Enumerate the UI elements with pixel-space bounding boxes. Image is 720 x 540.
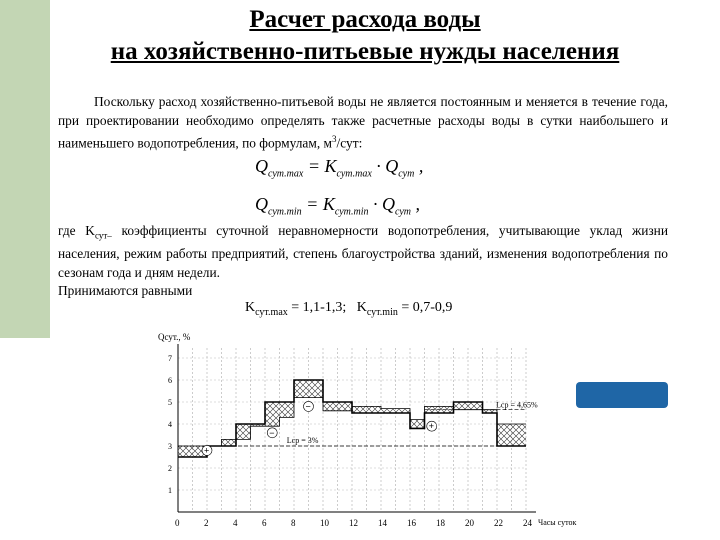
coef-min-value: = 0,7-0,9 bbox=[397, 300, 453, 315]
where-text-b: коэффициенты суточной неравномерности водопотребления, учитывающие уклад жизни населения, режим работы предприятий, степень благоустройства зданий, изменения водопотребления по сезонам года и дням недели. bbox=[58, 223, 668, 280]
decorative-green-bar bbox=[0, 0, 50, 338]
x-tick-label: 4 bbox=[233, 518, 238, 528]
x-tick-label: 16 bbox=[407, 518, 416, 528]
coef-max-value: = 1,1-1,3; bbox=[287, 300, 347, 315]
formula-min-eq: = bbox=[301, 194, 323, 214]
accept-text: Принимаются равными bbox=[58, 283, 193, 299]
intro-paragraph bbox=[58, 93, 668, 153]
y-tick-label: 3 bbox=[168, 442, 172, 451]
intro-text: Поскольку расход хозяйственно-питьевой воды не является постоянным и меняется в течение года, при проектировании необходимо определять также расчетные расходы воды в сутки наибольшего и наименьшего водопотребления, по формулам, м bbox=[58, 94, 668, 151]
y-tick-label: 5 bbox=[168, 398, 172, 407]
x-tick-label: 20 bbox=[465, 518, 474, 528]
coefficient-values bbox=[245, 300, 452, 318]
coef-min-label: K bbox=[356, 300, 367, 315]
where-paragraph bbox=[58, 222, 668, 301]
formula-max-dot: · bbox=[371, 156, 386, 176]
coef-max-sub: сут.max bbox=[255, 306, 288, 318]
formula-max-eq: = bbox=[303, 156, 325, 176]
formula-min bbox=[255, 194, 420, 218]
marker-sign: + bbox=[428, 421, 435, 432]
where-k-sub: сут– bbox=[94, 230, 112, 241]
x-tick-label: 6 bbox=[262, 518, 267, 528]
formula-min-q: Q bbox=[381, 194, 395, 214]
marker-sign: − bbox=[305, 401, 311, 412]
formula-max bbox=[255, 156, 423, 180]
y-tick-label: 7 bbox=[168, 354, 172, 363]
marker-sign: − bbox=[269, 427, 275, 438]
formula-min-q-sub: сут bbox=[394, 206, 412, 218]
formula-min-dot: · bbox=[368, 194, 382, 214]
formula-min-k: K bbox=[322, 194, 335, 214]
x-tick-label: 18 bbox=[436, 518, 445, 528]
x-tick-label: 24 bbox=[523, 518, 532, 528]
formula-max-k-sub: сут.max bbox=[336, 168, 372, 180]
title-line-1: Расчет расхода воды bbox=[249, 6, 481, 33]
formula-min-k-sub: сут.min bbox=[334, 206, 369, 218]
formula-min-lhs: Q bbox=[255, 194, 268, 214]
navigation-button[interactable] bbox=[576, 382, 668, 408]
x-tick-label: 8 bbox=[291, 518, 296, 528]
y-tick-label: 6 bbox=[168, 376, 172, 385]
x-tick-label: 22 bbox=[494, 518, 503, 528]
y-tick-label: 2 bbox=[168, 464, 172, 473]
avg-line-label: Lср = 3% bbox=[286, 436, 319, 445]
formula-min-end: , bbox=[411, 194, 421, 214]
y-tick-label: 1 bbox=[168, 486, 172, 495]
where-text: где K bbox=[58, 223, 95, 238]
y-tick-label: 4 bbox=[168, 420, 172, 429]
second-line-label: Lср = 4,65% bbox=[496, 400, 538, 410]
page-title bbox=[52, 4, 678, 68]
coef-min-sub: сут.min bbox=[366, 306, 398, 318]
coef-max-label: K bbox=[245, 300, 256, 315]
title-line-2: на хозяйственно-питьевые нужды населения bbox=[110, 38, 620, 65]
x-tick-label: 12 bbox=[349, 518, 358, 528]
chart-grid bbox=[178, 344, 536, 512]
marker-sign: + bbox=[204, 445, 210, 456]
formula-min-lhs-sub: сут.min bbox=[268, 206, 302, 218]
formula-max-q: Q bbox=[385, 156, 399, 176]
x-tick-label: 14 bbox=[378, 518, 387, 528]
x-tick-label: 0 bbox=[175, 518, 180, 528]
formula-max-q-sub: сут bbox=[398, 168, 415, 180]
formula-max-lhs: Q bbox=[255, 156, 268, 176]
formula-max-k: K bbox=[324, 156, 337, 176]
consumption-chart bbox=[150, 322, 577, 540]
x-tick-label: 10 bbox=[320, 518, 329, 528]
chart-y-label: Qсут., % bbox=[158, 332, 191, 342]
chart-x-label: Часы суток bbox=[538, 518, 577, 527]
formula-max-lhs-sub: сут.max bbox=[268, 168, 304, 180]
unit-superscript: 3 bbox=[332, 134, 337, 145]
intro-text-end: /сут: bbox=[336, 135, 363, 151]
formula-max-end: , bbox=[414, 156, 424, 176]
x-tick-label: 2 bbox=[204, 518, 209, 528]
